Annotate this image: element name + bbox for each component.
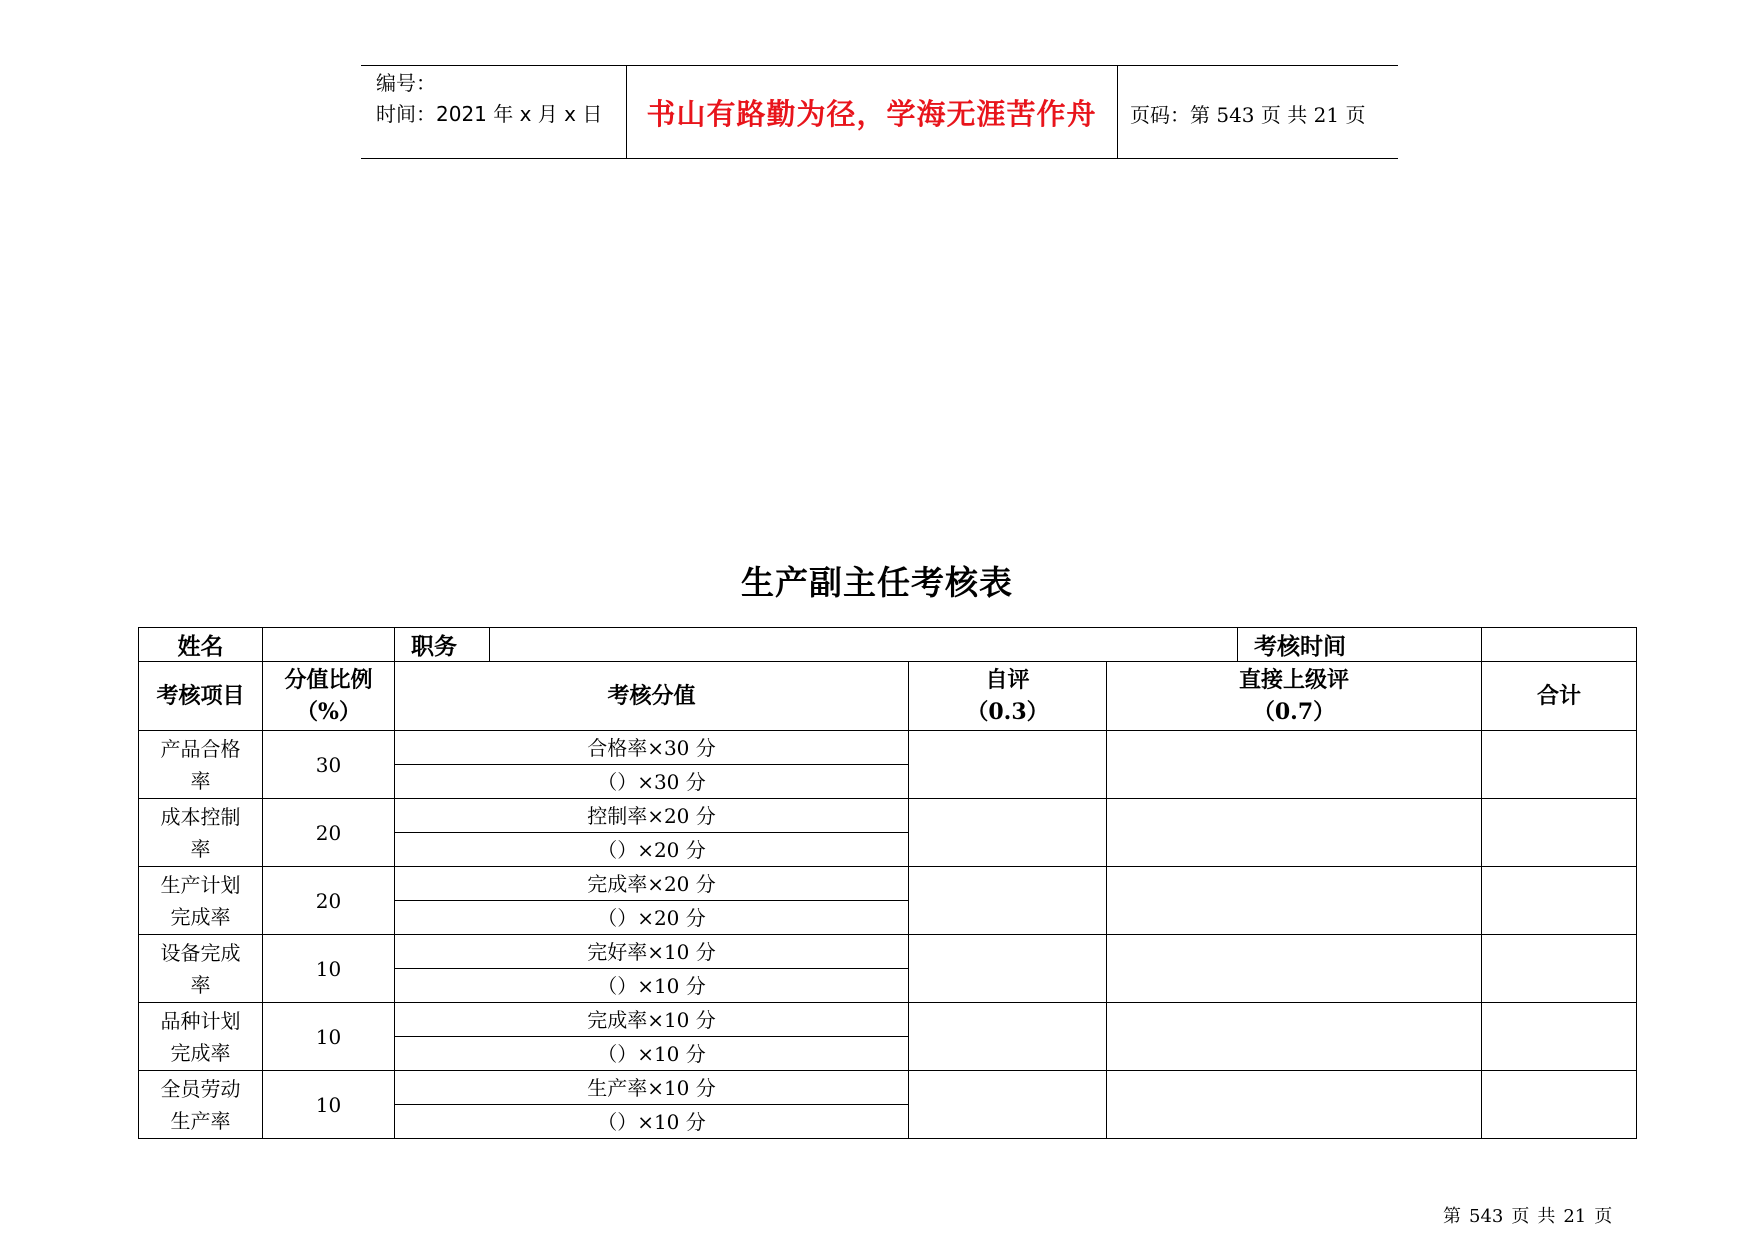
table-row <box>139 1003 1637 1037</box>
position-label: 职务 <box>395 628 490 662</box>
col-superior-line1: 直接上级评 <box>1239 667 1350 693</box>
score-formula-cell: 完成率×10 分 <box>395 1003 909 1037</box>
table-row <box>139 799 1637 833</box>
item-name-line2: 率 <box>190 972 211 997</box>
page-end: 页 <box>1345 103 1366 127</box>
item-name-line1: 生产计划 <box>160 872 241 897</box>
ratio-cell: 20 <box>263 799 395 867</box>
footer-gong: 共 <box>1537 1206 1556 1227</box>
superior-score-cell[interactable] <box>1107 867 1482 935</box>
score-calc-cell[interactable]: （）×20 分 <box>395 901 909 935</box>
assessment-time-value[interactable] <box>1482 628 1637 662</box>
col-ratio-line1: 分值比例 <box>284 667 373 693</box>
item-name-cell <box>139 935 263 1003</box>
item-name-line2: 完成率 <box>170 904 231 929</box>
superior-score-cell[interactable] <box>1107 935 1482 1003</box>
footer-total: 21 <box>1563 1206 1587 1227</box>
total-score-cell[interactable] <box>1482 867 1637 935</box>
total-score-cell[interactable] <box>1482 1003 1637 1071</box>
score-formula-cell: 生产率×10 分 <box>395 1071 909 1105</box>
page-of: 页 共 <box>1260 103 1308 127</box>
item-name-line1: 品种计划 <box>160 1008 241 1033</box>
item-name-cell <box>139 867 263 935</box>
table-info-row <box>139 628 1637 662</box>
page-total: 21 <box>1313 103 1340 127</box>
header-motto: 书山有路勤为径，学海无涯苦作舟 <box>646 97 1097 131</box>
item-name-line1: 全员劳动 <box>160 1076 241 1101</box>
position-value[interactable] <box>490 628 1238 662</box>
score-calc-cell[interactable]: （）×10 分 <box>395 1105 909 1139</box>
superior-score-cell[interactable] <box>1107 731 1482 799</box>
score-formula-cell: 完成率×20 分 <box>395 867 909 901</box>
footer-ye: 页 <box>1511 1206 1530 1227</box>
item-name-line2: 生产率 <box>170 1108 231 1133</box>
col-superior-header <box>1107 662 1482 731</box>
name-value[interactable] <box>263 628 395 662</box>
item-name-line1: 产品合格 <box>160 736 241 761</box>
col-score-header: 考核分值 <box>395 662 909 731</box>
score-formula-cell: 合格率×30 分 <box>395 731 909 765</box>
table-body <box>139 731 1637 1139</box>
self-score-cell[interactable] <box>909 799 1107 867</box>
superior-score-cell[interactable] <box>1107 799 1482 867</box>
item-name-cell <box>139 1003 263 1071</box>
self-score-cell[interactable] <box>909 731 1107 799</box>
item-name-line2: 完成率 <box>170 1040 231 1065</box>
self-score-cell[interactable] <box>909 1071 1107 1139</box>
total-score-cell[interactable] <box>1482 1071 1637 1139</box>
time-label: 时间：2021 年 x 月 x 日 <box>376 102 603 126</box>
ratio-cell: 10 <box>263 1071 395 1139</box>
table-row <box>139 935 1637 969</box>
col-total-header: 合计 <box>1482 662 1637 731</box>
assessment-table <box>138 627 1637 1139</box>
ratio-cell: 10 <box>263 935 395 1003</box>
self-score-cell[interactable] <box>909 935 1107 1003</box>
superior-score-cell[interactable] <box>1107 1071 1482 1139</box>
serial-label: 编号： <box>376 71 436 95</box>
total-score-cell[interactable] <box>1482 935 1637 1003</box>
name-label: 姓名 <box>139 628 263 662</box>
item-name-line1: 成本控制 <box>160 804 241 829</box>
score-calc-cell[interactable]: （）×10 分 <box>395 1037 909 1071</box>
total-score-cell[interactable] <box>1482 731 1637 799</box>
superior-score-cell[interactable] <box>1107 1003 1482 1071</box>
col-ratio-header <box>263 662 395 731</box>
item-name-line2: 率 <box>190 836 211 861</box>
footer-ye2: 页 <box>1594 1206 1613 1227</box>
header-meta <box>376 68 602 130</box>
table-row <box>139 1071 1637 1105</box>
item-name-line2: 率 <box>190 768 211 793</box>
self-score-cell[interactable] <box>909 1003 1107 1071</box>
item-name-cell <box>139 799 263 867</box>
page-label: 页码：第 <box>1130 103 1210 127</box>
score-formula-cell: 控制率×20 分 <box>395 799 909 833</box>
footer-page-number <box>1443 1202 1620 1228</box>
total-score-cell[interactable] <box>1482 799 1637 867</box>
col-item-header: 考核项目 <box>139 662 263 731</box>
header-top-rule <box>361 65 1398 66</box>
header-page-number <box>1130 99 1365 128</box>
table-row <box>139 731 1637 765</box>
table-row <box>139 867 1637 901</box>
table-header-row <box>139 662 1637 731</box>
assessment-time-label: 考核时间 <box>1238 628 1482 662</box>
col-self-header <box>909 662 1107 731</box>
item-name-line1: 设备完成 <box>160 940 241 965</box>
col-superior-line2: （0.7） <box>1252 699 1336 725</box>
col-self-line1: 自评 <box>985 667 1030 693</box>
header-divider-right <box>1117 65 1118 158</box>
header-bottom-rule <box>361 158 1398 159</box>
footer-di: 第 <box>1443 1206 1461 1227</box>
page-current: 543 <box>1216 103 1255 127</box>
col-self-line2: （0.3） <box>966 699 1049 725</box>
item-name-cell <box>139 1071 263 1139</box>
col-ratio-line2: （%） <box>296 699 361 725</box>
footer-current: 543 <box>1469 1206 1504 1227</box>
self-score-cell[interactable] <box>909 867 1107 935</box>
score-calc-cell[interactable]: （）×30 分 <box>395 765 909 799</box>
ratio-cell: 10 <box>263 1003 395 1071</box>
score-calc-cell[interactable]: （）×10 分 <box>395 969 909 1003</box>
ratio-cell: 20 <box>263 867 395 935</box>
ratio-cell: 30 <box>263 731 395 799</box>
item-name-cell <box>139 731 263 799</box>
page-title: 生产副主任考核表 <box>741 563 1013 602</box>
score-formula-cell: 完好率×10 分 <box>395 935 909 969</box>
score-calc-cell[interactable]: （）×20 分 <box>395 833 909 867</box>
